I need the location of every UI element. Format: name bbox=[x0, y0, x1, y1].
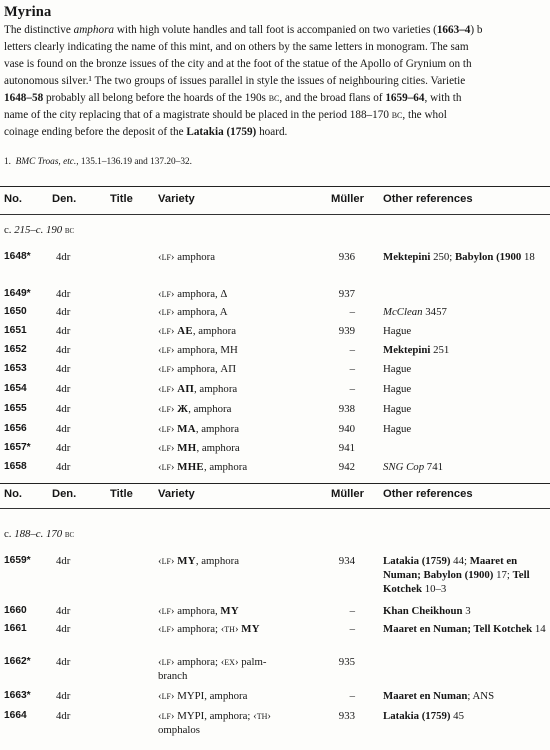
cell-muller: 934 bbox=[338, 555, 355, 567]
table-top-rule bbox=[0, 186, 550, 187]
cell-refs: Maaret en Numan; ANS bbox=[383, 690, 495, 702]
cell-refs: Hague bbox=[383, 423, 412, 435]
cell-variety: ‹lf› amphora, Δ bbox=[158, 288, 228, 300]
variety-position: ‹lf› bbox=[158, 461, 178, 473]
cell-den: 4dr bbox=[56, 710, 71, 722]
header-refs: Other references bbox=[383, 193, 473, 205]
text-run: Maaret en Numan; Tell Kotchek bbox=[383, 623, 533, 635]
cell-variety: ‹lf› amphora, ΑΠ bbox=[158, 363, 237, 375]
cell-den: 4dr bbox=[56, 423, 71, 435]
cell-no: 1655 bbox=[4, 403, 27, 414]
cell-refs: Mektepini 250; Babylon (1900 18 bbox=[383, 251, 535, 263]
variety-position: ‹lf› bbox=[158, 442, 178, 454]
header2-no: No. bbox=[4, 488, 23, 500]
cell-muller: 933 bbox=[338, 710, 355, 722]
intro-line: 1648–58 probably all belong before the hoards of the 190s bc, and the broad flans of 1659–64, with th bbox=[4, 92, 462, 104]
text-run: 1648–58 bbox=[4, 92, 44, 104]
monogram: Ж bbox=[177, 403, 189, 415]
monogram: ΑΠ bbox=[177, 383, 195, 395]
section2-era: bc bbox=[64, 529, 75, 540]
text-run: bc bbox=[391, 109, 403, 121]
cell-no: 1662* bbox=[4, 656, 31, 667]
cell-den: 4dr bbox=[56, 623, 71, 635]
intro-line: name of the city replacing that of a magistrate should be placed in the period 188–170 bc, the whol bbox=[4, 109, 447, 121]
text-run: ‹lf› bbox=[158, 656, 175, 668]
cell-refs: Khan Cheikhoun 3 bbox=[383, 605, 471, 617]
cell-variety: ‹lf› ΜΑ, amphora bbox=[158, 423, 239, 435]
cell-den: 4dr bbox=[56, 461, 71, 473]
monogram: ΜΗΕ bbox=[177, 461, 204, 473]
cell-refs: Hague bbox=[383, 383, 412, 395]
cell-den: 4dr bbox=[56, 288, 71, 300]
cell-variety: ‹lf› ΜΥΡΙ, amphora bbox=[158, 690, 248, 702]
text-run: amphora bbox=[73, 24, 115, 36]
intro-line: autonomous silver.¹ The two groups of issues parallel in style the issues of neighbouring cities. Varietie bbox=[4, 75, 466, 87]
cell-no: 1660 bbox=[4, 605, 27, 616]
cell-muller: 937 bbox=[338, 288, 355, 300]
text-run: ‹lf› bbox=[158, 710, 175, 722]
cell-no: 1663* bbox=[4, 690, 31, 701]
cell-variety: ‹lf› amphora; ‹ex› palm-branch bbox=[158, 656, 267, 682]
cell-den: 4dr bbox=[56, 363, 71, 375]
cell-den: 4dr bbox=[56, 442, 71, 454]
header-variety: Variety bbox=[158, 193, 195, 205]
cell-muller: 942 bbox=[338, 461, 355, 473]
cell-muller: – bbox=[349, 605, 355, 617]
cell-muller: 935 bbox=[338, 656, 355, 668]
footnote bbox=[4, 157, 192, 167]
cell-muller: – bbox=[349, 363, 355, 375]
footnote-number: 1. bbox=[4, 157, 11, 167]
intro-paragraph bbox=[4, 22, 550, 141]
section1-range: 215–c. 190 bbox=[14, 224, 63, 236]
text-run: Mektepini bbox=[383, 251, 431, 263]
header2-den: Den. bbox=[52, 488, 77, 500]
text-run: SNG Cop bbox=[383, 461, 425, 473]
cell-no: 1651 bbox=[4, 325, 27, 336]
cell-den: 4dr bbox=[56, 605, 71, 617]
cell-den: 4dr bbox=[56, 690, 71, 702]
text-run: Khan Cheikhoun bbox=[383, 605, 463, 617]
header2-muller: Müller bbox=[331, 488, 364, 500]
header2-refs: Other references bbox=[383, 488, 473, 500]
monogram: ΜΥ bbox=[177, 555, 196, 567]
section2-prefix: c. bbox=[4, 528, 15, 540]
section2-range: 188–c. 170 bbox=[14, 528, 63, 540]
cell-variety: ‹lf› ΜΗ, amphora bbox=[158, 442, 240, 454]
variety-position: ‹lf› bbox=[158, 288, 178, 300]
section-heading-2 bbox=[4, 528, 74, 540]
text-run: Mektepini bbox=[383, 344, 431, 356]
cell-no: 1664 bbox=[4, 710, 27, 721]
cell-refs: Hague bbox=[383, 403, 412, 415]
cell-no: 1648* bbox=[4, 251, 31, 262]
text-run: McClean bbox=[383, 306, 423, 318]
cell-den: 4dr bbox=[56, 251, 71, 263]
cell-variety: ‹lf› amphora, A bbox=[158, 306, 228, 318]
cell-variety: ‹lf› ΜΥΡΙ, amphora; ‹th› omphalos bbox=[158, 710, 271, 736]
cell-variety: ‹lf› amphora, ΜΥ bbox=[158, 605, 239, 617]
cell-refs: Latakia (1759) 44; Maaret en Numan; Babylon (1900) 17; Tell Kotchek 10–3 bbox=[383, 555, 530, 595]
cell-muller: 940 bbox=[338, 423, 355, 435]
text-run: Latakia (1759) bbox=[186, 126, 257, 138]
cell-refs: Mektepini 251 bbox=[383, 344, 450, 356]
cell-no: 1654 bbox=[4, 383, 27, 394]
cell-muller: – bbox=[349, 306, 355, 318]
footnote-source: BMC Troas, etc. bbox=[15, 157, 77, 167]
text-run: Latakia (1759) bbox=[383, 710, 451, 722]
intro-line: letters clearly indicating the name of this mint, and on others by the same letters in monogram. The sam bbox=[4, 41, 469, 53]
variety-position: ‹lf› bbox=[158, 383, 178, 395]
cell-variety: ‹lf› Ж, amphora bbox=[158, 403, 232, 415]
cell-variety: ‹lf› amphora, ΜΗ bbox=[158, 344, 238, 356]
text-run: Maaret en Numan bbox=[383, 690, 468, 702]
variety-position: ‹lf› bbox=[158, 423, 178, 435]
text-run: Latakia (1759) bbox=[383, 555, 451, 567]
footnote-pages: , 135.1–136.19 and 137.20–32. bbox=[76, 157, 192, 167]
cell-no: 1657* bbox=[4, 442, 31, 453]
cell-refs: SNG Cop 741 bbox=[383, 461, 444, 473]
cell-den: 4dr bbox=[56, 555, 71, 567]
text-run: ‹lf› bbox=[158, 690, 175, 702]
text-run: 1663–4 bbox=[436, 24, 471, 36]
intro-line: The distinctive amphora with high volute handles and tall foot is accompanied on two varieties (1663–4) b bbox=[4, 24, 483, 36]
cell-den: 4dr bbox=[56, 403, 71, 415]
variety-position: ‹lf› bbox=[158, 363, 178, 375]
cell-variety: ‹lf› amphora; ‹th› ΜΥ bbox=[158, 623, 260, 635]
cell-refs: Hague bbox=[383, 363, 412, 375]
cell-muller: – bbox=[349, 690, 355, 702]
cell-no: 1656 bbox=[4, 423, 27, 434]
table-header-2 bbox=[0, 488, 550, 506]
header2-variety: Variety bbox=[158, 488, 195, 500]
cell-den: 4dr bbox=[56, 344, 71, 356]
cell-variety: ‹lf› ΑΠ, amphora bbox=[158, 383, 238, 395]
text-run: ‹ex› bbox=[220, 656, 239, 668]
intro-line: coinage ending before the deposit of the Latakia (1759) hoard. bbox=[4, 126, 288, 138]
text-run: ‹lf› bbox=[158, 605, 175, 617]
monogram: ΜΑ bbox=[177, 423, 196, 435]
cell-den: 4dr bbox=[56, 383, 71, 395]
cell-muller: 938 bbox=[338, 403, 355, 415]
cell-den: 4dr bbox=[56, 306, 71, 318]
text-run: 1659–64 bbox=[385, 92, 425, 104]
variety-position: ‹lf› bbox=[158, 306, 178, 318]
cell-variety: ‹lf› amphora bbox=[158, 251, 216, 263]
header-title: Title bbox=[110, 193, 133, 205]
cell-no: 1658 bbox=[4, 461, 27, 472]
cell-refs: Latakia (1759) 45 bbox=[383, 710, 464, 722]
text-run: ‹lf› bbox=[158, 555, 175, 567]
header-muller: Müller bbox=[331, 193, 364, 205]
page-title: Myrina bbox=[4, 4, 52, 20]
cell-variety: ‹lf› ΜΥ, amphora bbox=[158, 555, 239, 567]
cell-no: 1661 bbox=[4, 623, 27, 634]
cell-variety: ‹lf› ΑΕ, amphora bbox=[158, 325, 237, 337]
text-run: Maaret en Numan; Babylon (1900) bbox=[383, 555, 518, 581]
section1-prefix: c. bbox=[4, 224, 15, 236]
header2-title: Title bbox=[110, 488, 133, 500]
text-run: ‹th› bbox=[253, 710, 271, 722]
variety-position: ‹lf› bbox=[158, 325, 178, 337]
monogram: ΜΥ bbox=[241, 623, 260, 635]
header-den: Den. bbox=[52, 193, 77, 205]
cell-muller: – bbox=[349, 623, 355, 635]
section-heading-1 bbox=[4, 224, 74, 236]
header-bottom-rule bbox=[0, 214, 550, 215]
text-run: ‹lf› bbox=[158, 623, 175, 635]
monogram: ΜΗ bbox=[177, 442, 197, 454]
cell-muller: 936 bbox=[338, 251, 355, 263]
table-mid-rule bbox=[0, 483, 550, 484]
cell-no: 1650 bbox=[4, 306, 27, 317]
cell-muller: 941 bbox=[338, 442, 355, 454]
cell-den: 4dr bbox=[56, 325, 71, 337]
cell-no: 1653 bbox=[4, 363, 27, 374]
monogram: ΑΕ bbox=[177, 325, 193, 337]
cell-muller: – bbox=[349, 344, 355, 356]
cell-refs: McClean 3457 bbox=[383, 306, 447, 318]
text-run: Babylon (1900 bbox=[454, 251, 522, 263]
text-run: bc bbox=[268, 92, 280, 104]
cell-no: 1652 bbox=[4, 344, 27, 355]
cell-no: 1659* bbox=[4, 555, 31, 566]
variety-position: ‹lf› bbox=[158, 403, 178, 415]
cell-muller: – bbox=[349, 383, 355, 395]
text-run: Tell Kotchek bbox=[383, 569, 530, 595]
section1-era: bc bbox=[64, 225, 75, 236]
text-run: ‹th› bbox=[220, 623, 239, 635]
cell-refs: Maaret en Numan; Tell Kotchek 14 bbox=[383, 623, 546, 635]
variety-position: ‹lf› bbox=[158, 344, 178, 356]
table-header bbox=[0, 193, 550, 211]
cell-refs: Hague bbox=[383, 325, 412, 337]
monogram: ΜΥ bbox=[220, 605, 239, 617]
header-no: No. bbox=[4, 193, 23, 205]
cell-den: 4dr bbox=[56, 656, 71, 668]
header2-bottom-rule bbox=[0, 508, 550, 509]
cell-variety: ‹lf› ΜΗΕ, amphora bbox=[158, 461, 248, 473]
cell-no: 1649* bbox=[4, 288, 31, 299]
intro-line: vase is found on the bronze issues of the city and at the foot of the statue of the Apollo of Grynium on th bbox=[4, 58, 472, 70]
cell-muller: 939 bbox=[338, 325, 355, 337]
variety-position: ‹lf› bbox=[158, 251, 178, 263]
